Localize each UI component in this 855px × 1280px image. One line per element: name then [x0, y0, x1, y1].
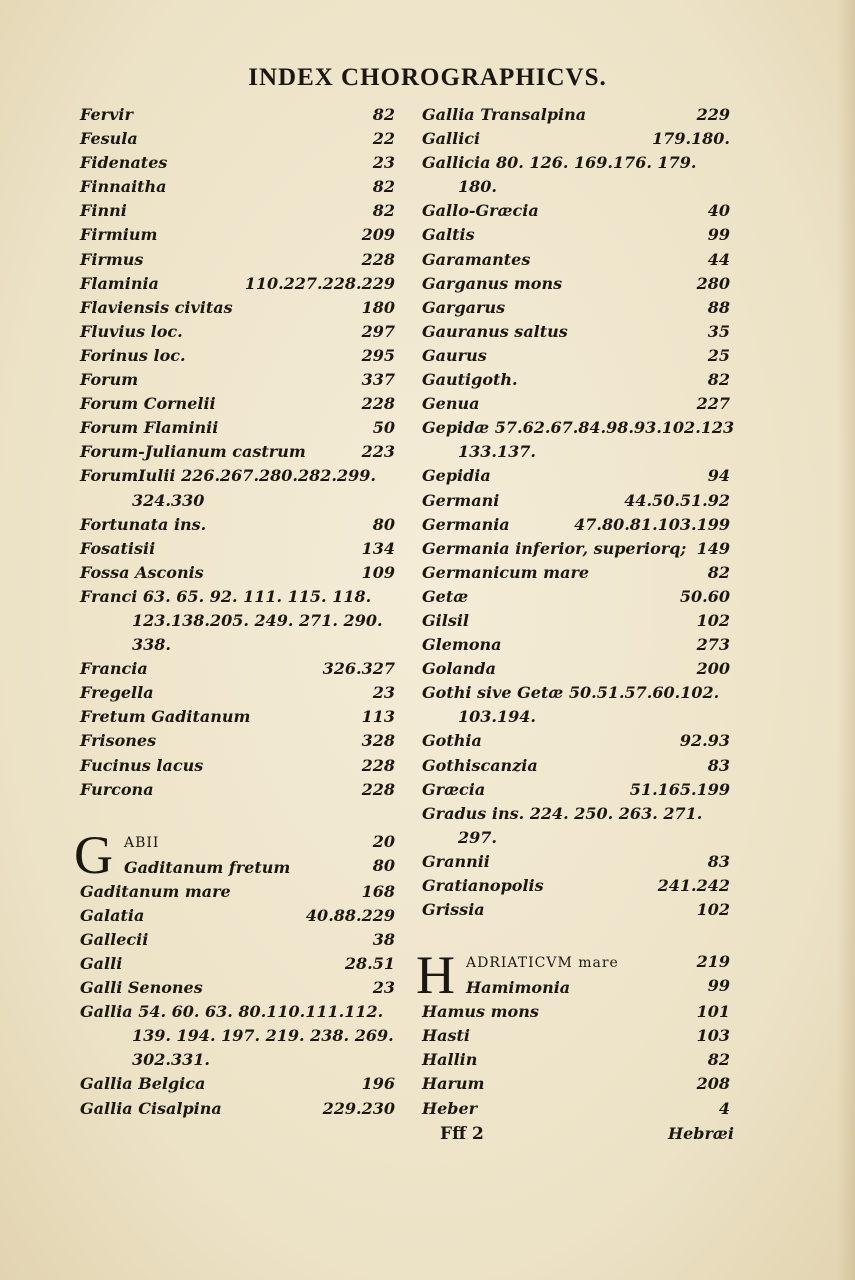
entry-term: Gallia Cisalpina — [80, 1098, 222, 1118]
entry-term: Golanda — [422, 659, 496, 679]
index-entry — [422, 657, 730, 681]
index-entry — [80, 103, 395, 127]
entry-term: Gallia 54. 60. 63. 80.110.111.112. — [80, 1002, 384, 1022]
entry-pages: 80 — [372, 514, 395, 534]
entry-term: 297. — [458, 827, 497, 847]
index-entry — [422, 826, 730, 850]
entry-term: 133.137. — [458, 442, 536, 462]
index-entry — [422, 513, 730, 537]
entry-pages: 109 — [361, 562, 395, 582]
index-entry — [80, 880, 395, 904]
entry-term: Gallici — [422, 129, 481, 149]
index-entry — [422, 609, 730, 633]
entry-pages: 25 — [707, 345, 730, 365]
index-entry — [422, 368, 730, 392]
entry-pages: 295 — [361, 345, 395, 365]
entry-term: Germania — [422, 514, 510, 534]
entry-term: 338. — [132, 635, 171, 655]
index-entry — [80, 368, 395, 392]
entry-term: Gaditanum mare — [80, 881, 231, 901]
index-entry — [80, 320, 395, 344]
index-entry — [80, 609, 395, 633]
entry-pages: 113 — [361, 707, 395, 727]
entry-pages: 229 — [696, 105, 730, 124]
index-entry — [80, 127, 395, 151]
section-h-head: ADRIATICVM mare — [466, 955, 619, 972]
index-entry — [422, 561, 730, 585]
left-column — [74, 103, 395, 1121]
entry-pages: 229.230 — [322, 1098, 395, 1118]
entry-pages: 337 — [361, 370, 395, 390]
page-title: INDEX CHOROGRAPHICVS. — [248, 64, 607, 91]
index-entry — [422, 344, 730, 368]
index-entry — [422, 754, 730, 778]
entry-pages: 228 — [361, 249, 395, 269]
entry-pages: 23 — [372, 683, 395, 703]
index-entry — [80, 296, 395, 320]
index-entry — [422, 898, 730, 922]
entry-term: Gradus ins. 224. 250. 263. 271. — [422, 803, 703, 823]
entry-term: 103.194. — [458, 707, 536, 727]
index-entry — [80, 1048, 395, 1072]
entry-term: Genua — [422, 394, 480, 414]
entry-term: Finni — [80, 201, 127, 221]
index-entry — [422, 440, 730, 464]
entry-term: 324.330 — [132, 490, 205, 510]
index-entry — [422, 272, 730, 296]
entry-pages: 44.50.51.92 — [624, 490, 730, 510]
section-g — [74, 824, 395, 885]
index-entry — [422, 729, 730, 753]
index-entry — [80, 199, 395, 223]
index-entry — [422, 320, 730, 344]
index-entry — [80, 248, 395, 272]
entry-pages: 241.242 — [657, 876, 730, 895]
entry-term: Gratianopolis — [422, 876, 544, 895]
entry-pages: 208 — [696, 1074, 730, 1094]
section-g-sub-pages: 80 — [372, 855, 395, 875]
entry-pages: 196 — [361, 1074, 395, 1094]
entry-pages: 168 — [361, 881, 395, 901]
entry-term: Grannii — [422, 851, 490, 871]
entry-pages: 99 — [707, 225, 730, 245]
entry-pages: 326.327 — [322, 659, 395, 679]
index-entry — [80, 561, 395, 585]
entry-term: Forum — [80, 370, 139, 390]
entry-term: Galtis — [422, 225, 475, 245]
entry-term: Germani — [422, 490, 500, 510]
entry-pages: 82 — [372, 201, 395, 221]
section-g-head: ABII — [124, 834, 160, 851]
entry-pages: 179.180. — [652, 129, 730, 149]
index-entry — [80, 928, 395, 952]
entry-term: Gallecii — [80, 929, 149, 949]
entry-term: Germanicum mare — [422, 562, 590, 582]
entry-term: Gothi sive Getæ 50.51.57.60.102. — [422, 683, 720, 703]
entry-pages: 28.51 — [344, 954, 395, 973]
entry-pages: 297 — [361, 321, 395, 341]
entry-pages: 82 — [707, 370, 730, 390]
entry-term: Fregella — [80, 683, 154, 703]
signature-mark: Fff 2 — [440, 1124, 484, 1144]
section-g-head-pages: 20 — [372, 831, 395, 851]
entry-term: 123.138.205. 249. 271. 290. — [132, 610, 383, 630]
section-h — [416, 945, 730, 1006]
index-entry — [422, 537, 730, 561]
entry-pages: 47.80.81.103.199 — [574, 514, 730, 534]
entry-term: Galli — [80, 954, 123, 973]
entry-pages: 223 — [361, 442, 395, 462]
entry-pages: 103 — [696, 1026, 730, 1046]
entry-term: Gauranus saltus — [422, 321, 568, 341]
entry-term: Gautigoth. — [422, 370, 518, 390]
entry-term: Franci 63. 65. 92. 111. 115. 118. — [80, 586, 372, 606]
index-entry — [422, 175, 730, 199]
index-entry — [80, 729, 395, 753]
index-entry — [422, 127, 730, 151]
drop-initial-h: H — [416, 945, 455, 1006]
entry-pages: 328 — [361, 731, 395, 751]
entry-term: Fossa Asconis — [80, 562, 204, 582]
left-entries-f — [80, 103, 395, 802]
entry-term: Gepidia — [422, 466, 491, 486]
left-entries-g — [80, 880, 395, 1121]
entry-term: Græcia — [422, 779, 486, 799]
index-entry — [422, 151, 730, 175]
drop-initial-g: G — [74, 824, 113, 885]
entry-pages: 88 — [707, 297, 730, 317]
entry-term: Forum-Julianum castrum — [80, 442, 306, 462]
entry-term: Germania inferior, superiorq; — [422, 538, 687, 558]
entry-pages: 50 — [372, 418, 395, 438]
index-entry — [80, 175, 395, 199]
entry-pages: 102 — [696, 610, 730, 630]
entry-term: ForumIulii 226.267.280.282.299. — [80, 466, 376, 486]
entry-term: 302.331. — [132, 1050, 210, 1070]
entry-pages: 94 — [707, 466, 730, 486]
entry-term: Firmium — [80, 225, 158, 245]
index-entry — [422, 681, 730, 705]
entry-term: Fidenates — [80, 153, 168, 173]
entry-term: Flaviensis civitas — [80, 297, 233, 317]
index-entry — [422, 392, 730, 416]
entry-pages: 83 — [707, 851, 730, 871]
entry-pages: 82 — [372, 105, 395, 124]
index-entry — [80, 1097, 395, 1121]
index-entry — [80, 681, 395, 705]
index-entry — [422, 464, 730, 488]
index-entry — [422, 1024, 730, 1048]
entry-term: Furcona — [80, 779, 154, 799]
entry-term: Fesula — [80, 129, 138, 149]
entry-term: Glemona — [422, 635, 502, 655]
entry-term: Fortunata ins. — [80, 514, 207, 534]
section-g-sub: Gaditanum fretum — [124, 857, 291, 877]
catchword: Hebræi — [668, 1124, 734, 1143]
index-entry — [80, 976, 395, 1000]
entry-pages: 23 — [372, 153, 395, 173]
entry-term: Gothia — [422, 731, 482, 751]
index-entry — [422, 296, 730, 320]
index-entry — [80, 392, 395, 416]
index-entry — [80, 904, 395, 928]
entry-pages: 82 — [372, 177, 395, 197]
index-entry — [422, 248, 730, 272]
entry-term: Finnaitha — [80, 177, 167, 197]
index-entry — [80, 537, 395, 561]
entry-pages: 22 — [372, 129, 395, 149]
entry-term: Gallicia 80. 126. 169.176. 179. — [422, 153, 697, 173]
index-entry — [80, 585, 395, 609]
entry-term: Gargarus — [422, 297, 506, 317]
entry-pages: 228 — [361, 755, 395, 775]
entry-term: 180. — [458, 177, 497, 197]
index-entry — [80, 489, 395, 513]
entry-pages: 227 — [696, 394, 730, 414]
entry-pages: 35 — [707, 321, 730, 341]
entry-pages: 228 — [361, 394, 395, 414]
entry-term: Garamantes — [422, 249, 531, 269]
index-entry — [422, 850, 730, 874]
index-entry — [422, 1048, 730, 1072]
entry-pages: 40.88.229 — [305, 905, 395, 925]
entry-pages: 23 — [372, 978, 395, 998]
section-h-sub: Hamimonia — [466, 978, 571, 998]
index-entry — [80, 464, 395, 488]
index-entry — [422, 585, 730, 609]
entry-pages: 209 — [361, 225, 395, 245]
entry-pages: 38 — [372, 929, 395, 949]
entry-term: Gaurus — [422, 345, 487, 365]
entry-pages: 280 — [696, 273, 730, 293]
entry-term: Grissia — [422, 900, 485, 920]
index-entry — [80, 657, 395, 681]
index-entry — [422, 705, 730, 729]
entry-term: Forinus loc. — [80, 345, 186, 365]
entry-term: Hasti — [422, 1026, 470, 1046]
entry-term: Heber — [422, 1098, 478, 1118]
entry-term: Gallia Transalpina — [422, 105, 587, 124]
entry-pages: 200 — [696, 659, 730, 679]
entry-term: Galatia — [80, 905, 145, 925]
entry-term: Fucinus lacus — [80, 755, 204, 775]
entry-term: Firmus — [80, 249, 144, 269]
entry-term: Forum Flaminii — [80, 418, 219, 438]
index-entry — [80, 513, 395, 537]
entry-pages: 102 — [696, 900, 730, 920]
index-entry — [422, 874, 730, 898]
index-entry — [422, 633, 730, 657]
entry-pages: 4 — [718, 1098, 730, 1118]
index-entry — [422, 1072, 730, 1096]
entry-pages: 101 — [696, 1002, 730, 1022]
index-entry — [80, 151, 395, 175]
index-entry — [422, 223, 730, 247]
entry-pages: 50.60 — [679, 586, 730, 606]
entry-pages: 134 — [361, 538, 395, 558]
entry-pages: 110.227.228.229 — [244, 273, 395, 293]
entry-term: Getæ — [422, 586, 469, 606]
entry-term: Fosatisii — [80, 538, 156, 558]
index-entry — [80, 344, 395, 368]
right-entries-h — [422, 1000, 730, 1120]
entry-term: Gallo-Græcia — [422, 201, 539, 221]
index-entry — [80, 633, 395, 657]
entry-pages: 82 — [707, 562, 730, 582]
index-entry — [80, 952, 395, 976]
index-entry — [422, 1000, 730, 1024]
entry-term: Flaminia — [80, 273, 159, 293]
right-column — [416, 103, 735, 1121]
index-entry — [422, 103, 730, 127]
entry-term: Hamus mons — [422, 1002, 539, 1022]
entry-pages: 82 — [707, 1050, 730, 1070]
section-gap — [80, 802, 395, 828]
index-entry — [80, 778, 395, 802]
entry-term: Fluvius loc. — [80, 321, 183, 341]
section-gap — [422, 922, 730, 948]
index-entry — [80, 1000, 395, 1024]
entry-pages: 273 — [696, 635, 730, 655]
section-h-head-pages: 219 — [696, 952, 730, 972]
index-entry — [80, 272, 395, 296]
index-entry — [422, 489, 730, 513]
index-entry — [422, 199, 730, 223]
entry-term: Gallia Belgica — [80, 1074, 206, 1094]
index-entry — [422, 802, 730, 826]
entry-pages: 40 — [707, 201, 730, 221]
right-entries-g — [422, 103, 735, 922]
entry-term: Harum — [422, 1074, 485, 1094]
entry-pages: 83 — [707, 755, 730, 775]
index-entry — [80, 416, 395, 440]
index-entry — [80, 440, 395, 464]
entry-term: Frisones — [80, 731, 157, 751]
entry-pages: 51.165.199 — [629, 779, 730, 799]
entry-pages: 92.93 — [679, 731, 730, 751]
entry-term: Galli Senones — [80, 978, 203, 998]
index-entry — [422, 416, 735, 440]
entry-term: Hallin — [422, 1050, 478, 1070]
entry-term: Forum Cornelii — [80, 394, 216, 414]
index-entry — [422, 1097, 730, 1121]
entry-term: 139. 194. 197. 219. 238. 269. — [132, 1026, 394, 1046]
index-entry — [422, 778, 730, 802]
index-entry — [80, 705, 395, 729]
section-h-sub-pages: 99 — [707, 976, 730, 996]
index-entry — [80, 223, 395, 247]
entry-term: Fretum Gaditanum — [80, 707, 251, 727]
index-entry — [80, 1072, 395, 1096]
index-entry — [80, 1024, 395, 1048]
entry-pages: 149 — [696, 538, 730, 558]
index-entry — [80, 754, 395, 778]
entry-term: Francia — [80, 659, 148, 679]
entry-term: Gepidæ 57.62.67.84.98.93.102.123 — [422, 418, 735, 438]
entry-term: Gilsil — [422, 610, 469, 630]
entry-term: Garganus mons — [422, 273, 563, 293]
entry-pages: 44 — [707, 249, 730, 269]
entry-term: Gothiscanzia — [422, 755, 538, 775]
entry-term: Fervir — [80, 105, 133, 124]
entry-pages: 180 — [361, 297, 395, 317]
entry-pages: 228 — [361, 779, 395, 799]
